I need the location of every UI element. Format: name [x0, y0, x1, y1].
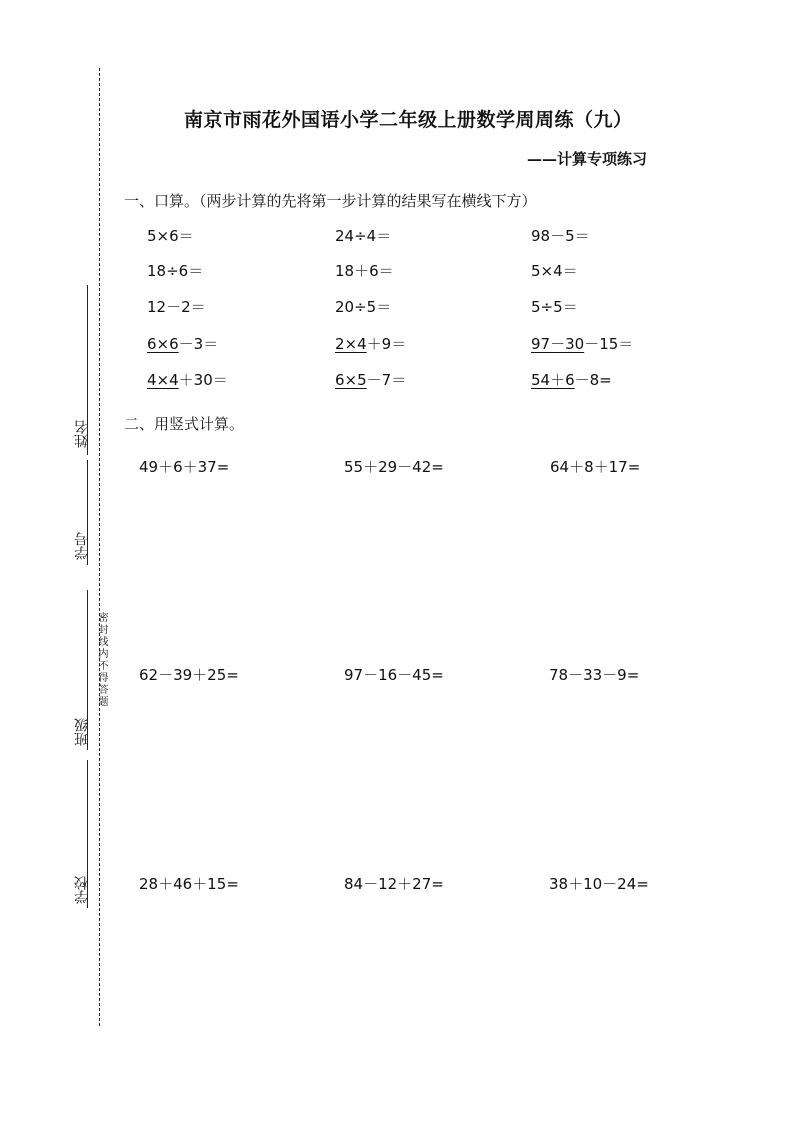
- school-blank-line[interactable]: [87, 760, 88, 908]
- second-step: －3＝: [178, 335, 219, 353]
- second-step: －15＝: [584, 335, 634, 353]
- vertical-calc-item: 38＋10－24=: [549, 875, 649, 893]
- section1-heading: 一、口算。（两步计算的先将第一步计算的结果写在横线下方）: [124, 192, 537, 210]
- section2-heading: 二、用竖式计算。: [124, 415, 245, 433]
- mental-math-item: 98－5＝: [531, 227, 590, 245]
- student-id-label: 学号: [74, 532, 90, 560]
- vertical-calc-item: 55＋29－42=: [344, 458, 444, 476]
- second-step: ＋30＝: [178, 371, 228, 389]
- vertical-calc-item: 62－39＋25=: [139, 666, 239, 684]
- second-step: －8=: [574, 371, 612, 389]
- two-step-item: [335, 333, 406, 354]
- mental-math-item: 18÷6＝: [147, 262, 204, 280]
- mental-math-item: 20÷5＝: [335, 298, 392, 316]
- first-step-underlined: 6×5: [335, 371, 367, 389]
- second-step: －7＝: [366, 371, 407, 389]
- second-step: ＋9＝: [366, 335, 407, 353]
- seal-note: 密封线内不得答题: [96, 612, 107, 708]
- mental-math-item: 18＋6＝: [335, 262, 394, 280]
- page-subtitle: ——计算专项练习: [527, 150, 648, 168]
- vertical-calc-item: 28＋46＋15=: [139, 875, 239, 893]
- vertical-calc-item: 49＋6＋37=: [139, 458, 230, 476]
- mental-math-item: 5÷5＝: [531, 298, 578, 316]
- first-step-underlined: 2×4: [335, 335, 367, 353]
- two-step-item: [531, 369, 612, 390]
- first-step-underlined: 97－30: [531, 335, 585, 353]
- class-label: 班级: [74, 718, 90, 746]
- two-step-item: [147, 333, 218, 354]
- mental-math-item: 24÷4＝: [335, 227, 392, 245]
- mental-math-item: 5×6＝: [147, 227, 194, 245]
- two-step-item: [531, 333, 633, 354]
- first-step-underlined: 6×6: [147, 335, 179, 353]
- vertical-calc-item: 64＋8＋17=: [550, 458, 641, 476]
- mental-math-item: 5×4＝: [531, 262, 578, 280]
- name-blank-line[interactable]: [87, 285, 88, 455]
- two-step-item: [335, 369, 406, 390]
- name-label: 姓名: [74, 420, 90, 448]
- vertical-calc-item: 84－12＋27=: [344, 875, 444, 893]
- school-label: 学校: [74, 876, 90, 904]
- student-id-blank-line[interactable]: [87, 460, 88, 565]
- vertical-calc-item: 78－33－9=: [549, 666, 640, 684]
- first-step-underlined: 4×4: [147, 371, 179, 389]
- page-title: 南京市雨花外国语小学二年级上册数学周周练（九）: [184, 109, 633, 131]
- class-blank-line[interactable]: [87, 590, 88, 750]
- two-step-item: [147, 369, 228, 390]
- seal-dashed-line: [99, 68, 100, 1026]
- vertical-calc-item: 97－16－45=: [344, 666, 444, 684]
- first-step-underlined: 54＋6: [531, 371, 575, 389]
- mental-math-item: 12－2＝: [147, 298, 206, 316]
